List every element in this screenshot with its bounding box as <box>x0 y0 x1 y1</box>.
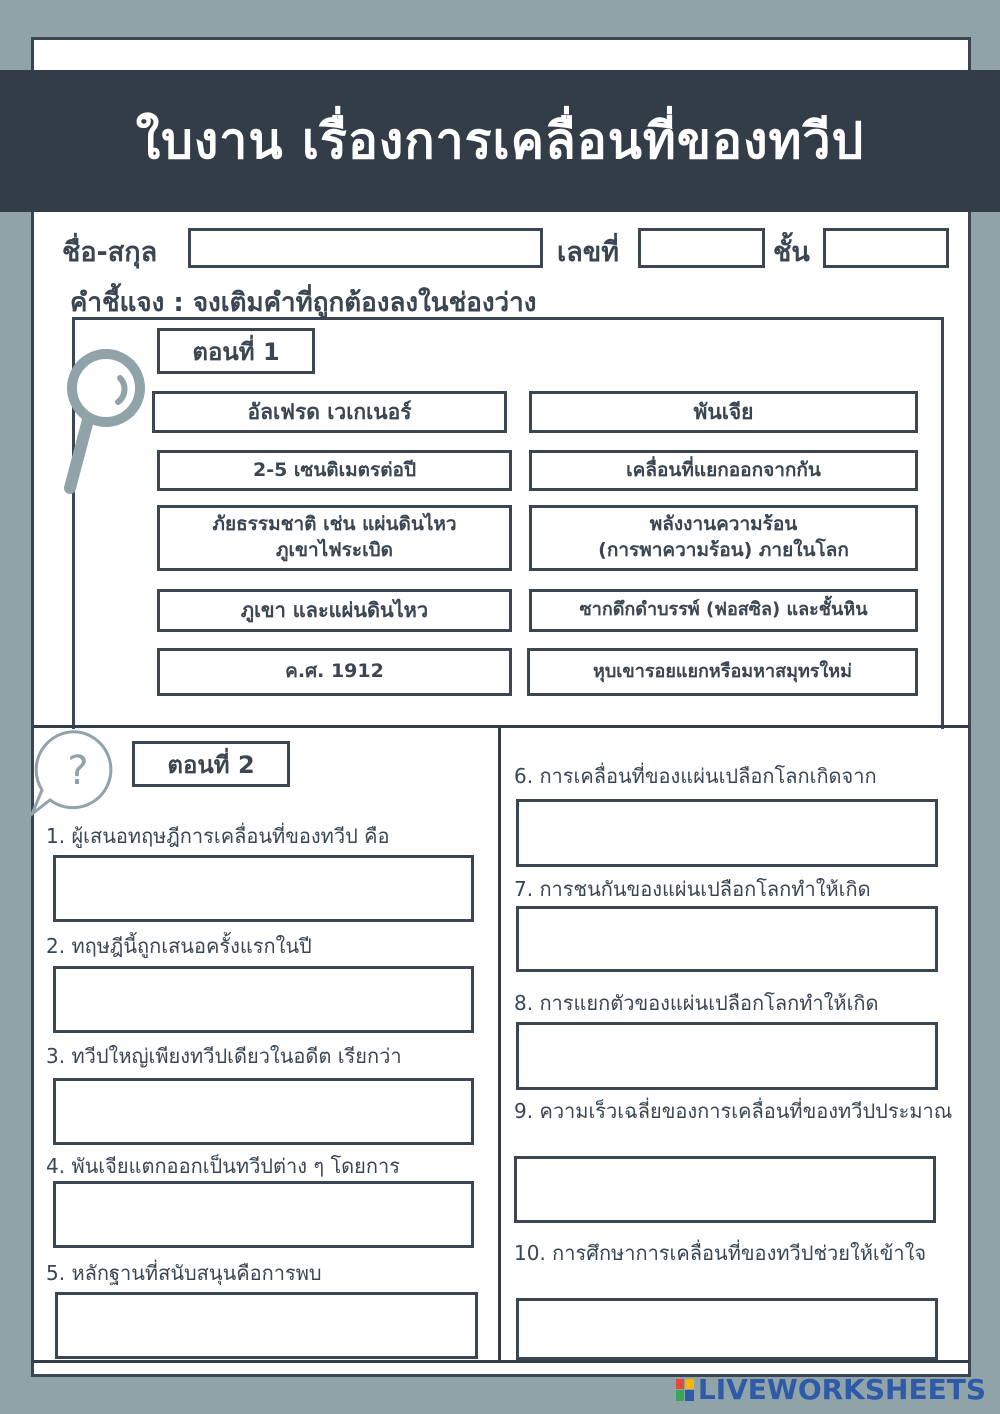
class-label: ชั้น <box>773 237 810 268</box>
section-divider <box>33 725 969 728</box>
answer-10-input[interactable] <box>516 1298 938 1360</box>
question-9: 9. ความเร็วเฉลี่ยของการเคลื่อนที่ของทวีปประมาณ <box>514 1099 953 1123</box>
answer-5-input[interactable] <box>55 1292 478 1359</box>
question-4: 4. พันเจียแตกออกเป็นทวีปต่าง ๆ โดยการ <box>46 1154 400 1178</box>
option-natural-disaster[interactable]: ภัยธรรมชาติ เช่น แผ่นดินไหว ภูเขาไฟระเบิด <box>157 505 512 571</box>
option-diverge[interactable]: เคลื่อนที่แยกออกจากกัน <box>529 450 918 491</box>
question-7: 7. การชนกันของแผ่นเปลือกโลกทำให้เกิด <box>514 877 871 901</box>
page-title: ใบงาน เรื่องการเคลื่อนที่ของทวีป <box>135 110 865 170</box>
question-10: 10. การศึกษาการเคลื่อนที่ของทวีปช่วยให้เข้าใจ <box>514 1241 927 1265</box>
option-rate[interactable]: 2-5 เซนติเมตรต่อปี <box>157 450 512 491</box>
answer-6-input[interactable] <box>516 799 938 867</box>
bottom-divider <box>33 1360 969 1363</box>
option-year[interactable]: ค.ศ. 1912 <box>157 648 512 696</box>
option-alfred-wegener[interactable]: อัลเฟรด เวเกเนอร์ <box>152 391 507 433</box>
option-heat-energy[interactable]: พลังงานความร้อน (การพาความร้อน) ภายในโลก <box>529 505 918 571</box>
option-fossil-rock[interactable]: ซากดึกดำบรรพ์ (ฟอสซิล) และชั้นหิน <box>529 589 918 632</box>
question-3: 3. ทวีปใหญ่เพียงทวีปเดียวในอดีต เรียกว่า <box>46 1044 402 1068</box>
name-label: ชื่อ-สกุล <box>62 237 158 268</box>
option-rift-valley[interactable]: หุบเขารอยแยกหรือมหาสมุทรใหม่ <box>527 648 918 696</box>
option-mountain-earthquake[interactable]: ภูเขา และแผ่นดินไหว <box>157 589 512 632</box>
answer-7-input[interactable] <box>516 906 938 972</box>
name-input[interactable] <box>188 228 543 268</box>
svg-text:?: ? <box>67 748 89 794</box>
column-divider <box>498 725 501 1363</box>
answer-4-input[interactable] <box>53 1181 474 1248</box>
question-5: 5. หลักฐานที่สนับสนุนคือการพบ <box>46 1261 322 1285</box>
answer-9-input[interactable] <box>514 1156 936 1223</box>
part1-title: ตอนที่ 1 <box>157 328 315 374</box>
answer-3-input[interactable] <box>53 1078 474 1145</box>
question-6: 6. การเคลื่อนที่ของแผ่นเปลือกโลกเกิดจาก <box>514 764 877 788</box>
liveworksheets-logo[interactable] <box>676 1373 986 1406</box>
answer-2-input[interactable] <box>53 966 474 1033</box>
question-8: 8. การแยกตัวของแผ่นเปลือกโลกทำให้เกิด <box>514 991 879 1015</box>
answer-8-input[interactable] <box>516 1022 938 1090</box>
brand-text: LIVEWORKSHEETS <box>697 1373 986 1406</box>
answer-1-input[interactable] <box>53 855 474 922</box>
liveworksheets-logo-icon <box>676 1379 694 1401</box>
question-2: 2. ทฤษฎีนี้ถูกเสนอครั้งแรกในปี <box>46 934 312 958</box>
number-label: เลขที่ <box>557 237 620 268</box>
number-input[interactable] <box>638 228 765 268</box>
option-pangaea[interactable]: พันเจีย <box>529 391 918 433</box>
question-1: 1. ผู้เสนอทฤษฎีการเคลื่อนที่ของทวีป คือ <box>46 824 390 848</box>
class-input[interactable] <box>823 228 949 268</box>
question-bubble-icon <box>28 728 120 820</box>
magnifier-icon <box>58 340 158 500</box>
instruction-text: คำชี้แจง : จงเติมคำที่ถูกต้องลงในช่องว่าง <box>70 288 537 318</box>
part2-title: ตอนที่ 2 <box>132 741 290 787</box>
